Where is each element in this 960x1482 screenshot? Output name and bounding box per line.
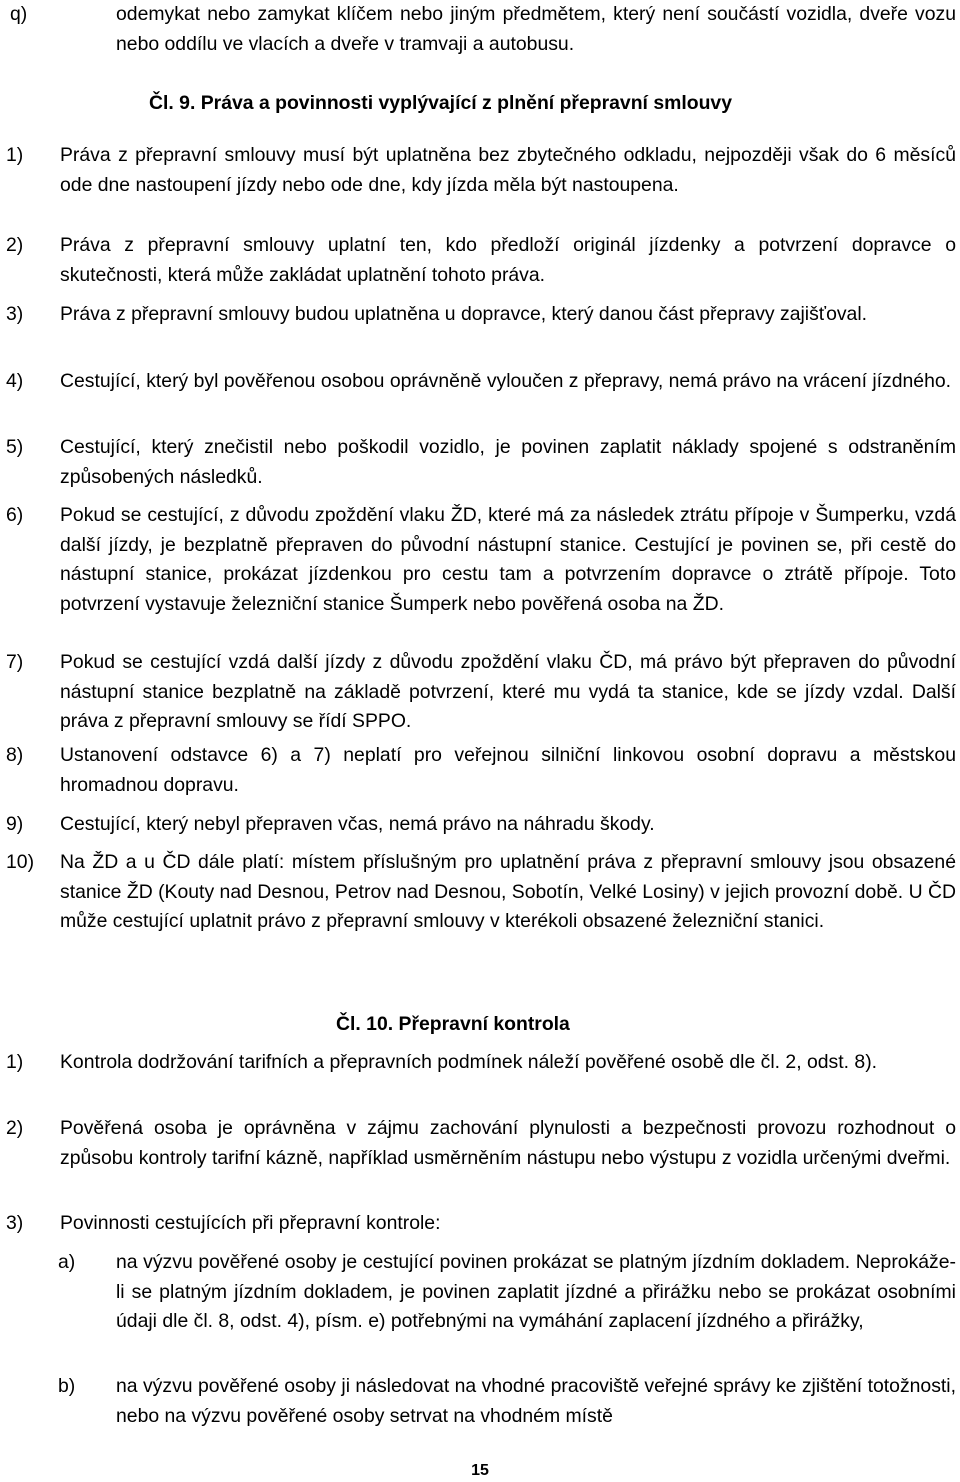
subitem-text: na výzvu pověřené osoby ji následovat na vhodné pracoviště veřejné správy ke zjištění totožnosti, nebo na výzvu pověřené osoby setrvat na vhodném místě bbox=[116, 1375, 956, 1427]
article-9-item bbox=[6, 141, 956, 200]
item-number: 4) bbox=[6, 370, 24, 392]
item-number: q) bbox=[10, 3, 28, 25]
article-9-heading: Čl. 9. Práva a povinnosti vyplývající z plnění přepravní smlouvy bbox=[149, 92, 732, 114]
item-text: odemykat nebo zamykat klíčem nebo jiným předmětem, který není součástí vozidla, dveře vozu nebo oddílu ve vlacích a dveře v tramvaji a autobusu. bbox=[116, 3, 956, 55]
item-number: 1) bbox=[6, 144, 24, 166]
item-text: Pokud se cestující vzdá další jízdy z důvodu zpoždění vlaku ČD, má právo být přepraven do původní nástupní stanice bezplatně na základě potvrzení, které mu vydá ta stanice, kde se jízdy vzdal. Další práva z přepravní smlouvy se řídí SPPO. bbox=[60, 651, 956, 732]
item-number: 2) bbox=[6, 1117, 24, 1139]
article-9-item bbox=[6, 300, 956, 330]
list-item-q bbox=[6, 0, 956, 59]
item-text: Na ŽD a u ČD dále platí: místem příslušným pro uplatnění práva z přepravní smlouvy jsou obsazené stanice ŽD (Kouty nad Desnou, Petrov nad Desnou, Sobotín, Velké Losiny) v jejich provozní době. U ČD může cestující uplatnit právo z přepravní smlouvy v kterékoli obsazené železniční stanici. bbox=[60, 851, 956, 932]
article-9-item bbox=[6, 741, 956, 800]
item-text: Práva z přepravní smlouvy budou uplatněna u dopravce, který danou část přepravy zajišťoval. bbox=[60, 303, 868, 325]
article-9-item bbox=[6, 848, 956, 937]
item-text: Pověřená osoba je oprávněna v zájmu zachování plynulosti a bezpečnosti provozu rozhodnout o způsobu kontroly tarifní kázně, například usměrněním nástupu nebo výstupu z vozidla určenými dveřmi. bbox=[60, 1117, 956, 1169]
subitem-text: na výzvu pověřené osoby je cestující povinen prokázat se platným jízdním dokladem. Neprokáže-li se platným jízdním dokladem, je povinen zaplatit jízdné a přirážku nebo se prokázat osobními údaji dle čl. 8, odst. 4), písm. e) potřebnými na vymáhání zaplacení jízdného a přirážky, bbox=[116, 1251, 956, 1332]
item-number: 1) bbox=[6, 1051, 24, 1073]
item-number: 3) bbox=[6, 1212, 24, 1234]
item-number: 10) bbox=[6, 851, 35, 873]
article-10-item bbox=[6, 1048, 956, 1078]
page-number: 15 bbox=[471, 1462, 489, 1479]
item-text: Práva z přepravní smlouvy musí být uplatněna bez zbytečného odkladu, nejpozději však do 6 měsíců ode dne nastoupení jízdy nebo ode dne, kdy jízda měla být nastoupena. bbox=[60, 144, 956, 196]
article-10-subitem bbox=[58, 1372, 956, 1431]
item-text: Cestující, který znečistil nebo poškodil vozidlo, je povinen zaplatit náklady spojené s odstraněním způsobených následků. bbox=[60, 436, 956, 488]
article-10-heading: Čl. 10. Přepravní kontrola bbox=[336, 1013, 570, 1035]
subitem-letter: a) bbox=[58, 1251, 76, 1273]
subitem-letter: b) bbox=[58, 1375, 76, 1397]
item-number: 6) bbox=[6, 504, 24, 526]
item-text: Povinnosti cestujících při přepravní kontrole: bbox=[60, 1212, 441, 1234]
item-number: 9) bbox=[6, 813, 24, 835]
item-text: Ustanovení odstavce 6) a 7) neplatí pro veřejnou silniční linkovou osobní dopravu a městskou hromadnou dopravu. bbox=[60, 744, 956, 796]
article-9-item bbox=[6, 501, 956, 619]
item-text: Cestující, který byl pověřenou osobou oprávněně vyloučen z přepravy, nemá právo na vrácení jízdného. bbox=[60, 370, 952, 392]
article-9-item bbox=[6, 648, 956, 737]
item-number: 2) bbox=[6, 234, 24, 256]
article-9-item bbox=[6, 433, 956, 492]
article-10-subitem bbox=[58, 1248, 956, 1337]
item-text: Práva z přepravní smlouvy uplatní ten, kdo předloží originál jízdenky a potvrzení dopravce o skutečnosti, která může zakládat uplatnění tohoto práva. bbox=[60, 234, 956, 286]
article-9-item bbox=[6, 810, 956, 840]
item-number: 7) bbox=[6, 651, 24, 673]
article-10-item bbox=[6, 1114, 956, 1173]
article-9-item bbox=[6, 231, 956, 290]
article-10-item bbox=[6, 1209, 956, 1239]
item-number: 8) bbox=[6, 744, 24, 766]
item-number: 3) bbox=[6, 303, 24, 325]
item-text: Cestující, který nebyl přepraven včas, nemá právo na náhradu škody. bbox=[60, 813, 655, 835]
article-9-item bbox=[6, 367, 956, 397]
item-number: 5) bbox=[6, 436, 24, 458]
item-text: Kontrola dodržování tarifních a přepravních podmínek náleží pověřené osobě dle čl. 2, odst. 8). bbox=[60, 1051, 878, 1073]
item-text: Pokud se cestující, z důvodu zpoždění vlaku ŽD, které má za následek ztrátu přípoje v Šumperku, vzdá další jízdy, je bezplatně přepraven do původní nástupní stanice. Cestující je povinen se, při cestě do nástupní stanice, prokázat jízdenkou pro cestu tam a potvrzením dopravce o ztrátě přípoje. Toto potvrzení vystavuje železniční stanice Šumperk nebo pověřená osoba na ŽD. bbox=[60, 504, 956, 615]
